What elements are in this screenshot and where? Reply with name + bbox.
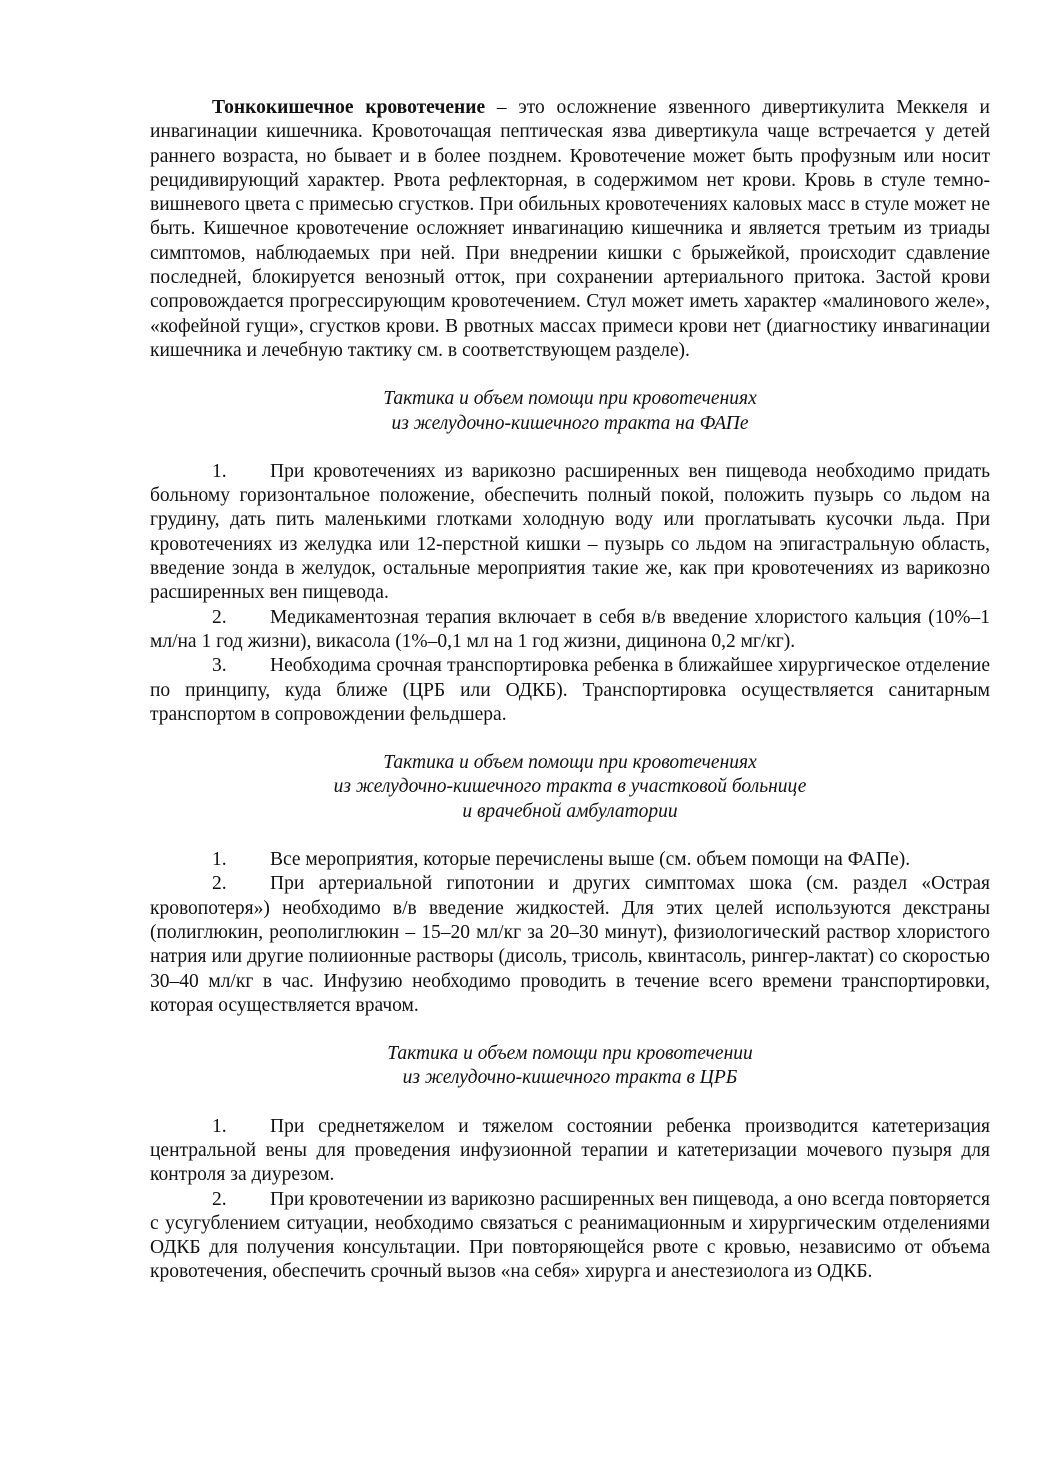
section-3-item-1: [150, 1115, 990, 1188]
intro-text: – это осложнение язвенного дивертикулита Меккеля и инвагинации кишечника. Кровоточащая пептическая язва дивертикула чаще встречается у детей раннего возраста, но бывает и в более позднем. Кровотечение может быть профузным или носит рецидивирующий характер. Рвота рефлекторная, в содержимом нет крови. Кровь в стуле темно-вишневого цвета с примесью сгустков. При обильных кровотечениях каловых масс в стуле может не быть. Кишечное кровотечение осложняет инвагинацию кишечника и является третьим из триады симптомов, наблюдаемых при ней. При внедрении кишки с брыжейкой, происходит сдавление последней, блокируется венозный отток, при сохранении артериального притока. Застой крови сопровождается прогрессирующим кровотечением. Стул может иметь характер «малинового желе», «кофейной гущи», сгустков крови. В рвотных массах примеси крови нет (диагностику инвагинации кишечника и лечебную тактику см. в соответствующем разделе).: [150, 97, 990, 361]
section-3-heading: [150, 1042, 990, 1091]
item-number: 2.: [212, 1188, 227, 1210]
section-3-heading-line-2: из желудочно-кишечного тракта в ЦРБ: [402, 1067, 738, 1089]
section-2-item-2: [150, 872, 990, 1018]
item-number: 3.: [212, 655, 227, 677]
section-2-item-1: [150, 848, 990, 872]
section-1-item-3: [150, 654, 990, 727]
intro-paragraph: [150, 96, 990, 363]
section-2-heading-line-3: и врачебной амбулатории: [462, 800, 678, 822]
item-text: При кровотечениях из варикозно расширенных вен пищевода необходимо придать больному горизонтальное положение, обеспечить полный покой, положить пузырь со льдом на грудину, дать пить маленькими глотками холодную воду или проглатывать кусочки льда. При кровотечениях из желудка или 12-перстной кишки – пузырь со льдом на эпигастральную область, введение зонда в желудок, остальные мероприятия такие же, как при кровотечениях из варикозно расширенных вен пищевода.: [150, 460, 990, 604]
item-text: Все мероприятия, которые перечислены выше (см. объем помощи на ФАПе).: [270, 849, 911, 871]
item-text: При кровотечении из варикозно расширенных вен пищевода, а оно всегда повторяется с усугублением ситуации, необходимо связаться с реанимационным и хирургическим отделениями ОДКБ для получения консультации. При повторяющейся рвоте с кровью, независимо от объема кровотечения, обеспечить срочный вызов «на себя» хирурга и анестезиолога из ОДКБ.: [150, 1188, 990, 1283]
section-2-heading: [150, 751, 990, 824]
section-1-item-1: [150, 460, 990, 606]
item-text: При среднетяжелом и тяжелом состоянии ребенка производится катетеризация центральной вены для проведения инфузионной терапии и катетеризации мочевого пузыря для контроля за диурезом.: [150, 1115, 990, 1186]
section-3-heading-line-1: Тактика и объем помощи при кровотечении: [387, 1043, 753, 1065]
section-1-item-2: [150, 606, 990, 655]
section-2-heading-line-2: из желудочно-кишечного тракта в участковой больнице: [333, 776, 807, 798]
item-number: 1.: [212, 849, 227, 871]
document-page: [150, 96, 990, 1285]
item-number: 2.: [212, 873, 227, 895]
item-number: 1.: [212, 1115, 227, 1137]
section-1-heading: [150, 387, 990, 436]
section-2-heading-line-1: Тактика и объем помощи при кровотечениях: [383, 752, 757, 774]
item-text: Медикаментозная терапия включает в себя в/в введение хлористого кальция (10%–1 мл/на 1 год жизни), викасола (1%–0,1 мл на 1 год жизни, дицинона 0,2 мг/кг).: [150, 606, 990, 652]
item-text: Необходима срочная транспортировка ребенка в ближайшее хирургическое отделение по принципу, куда ближе (ЦРБ или ОДКБ). Транспортировка осуществляется санитарным транспортом в сопровождении фельдшера.: [150, 655, 990, 725]
section-1-heading-line-1: Тактика и объем помощи при кровотечениях: [383, 388, 757, 410]
item-number: 1.: [212, 460, 227, 482]
section-3-item-2: [150, 1188, 990, 1285]
item-text: При артериальной гипотонии и других симптомах шока (см. раздел «Острая кровопотеря») необходимо в/в введение жидкостей. Для этих целей используются декстраны (полиглюкин, реополиглюкин – 15–20 мл/кг за 20–30 минут), физиологический раствор хлористого натрия или другие полиионные растворы (дисоль, трисоль, квинтасоль, рингер-лактат) со скоростью 30–40 мл/кг в час. Инфузию необходимо проводить в течение всего времени транспортировки, которая осуществляется врачом.: [150, 873, 990, 1016]
section-1-heading-line-2: из желудочно-кишечного тракта на ФАПе: [391, 412, 749, 434]
item-number: 2.: [212, 606, 227, 628]
intro-term: Тонкокишечное кровотечение: [212, 97, 486, 118]
